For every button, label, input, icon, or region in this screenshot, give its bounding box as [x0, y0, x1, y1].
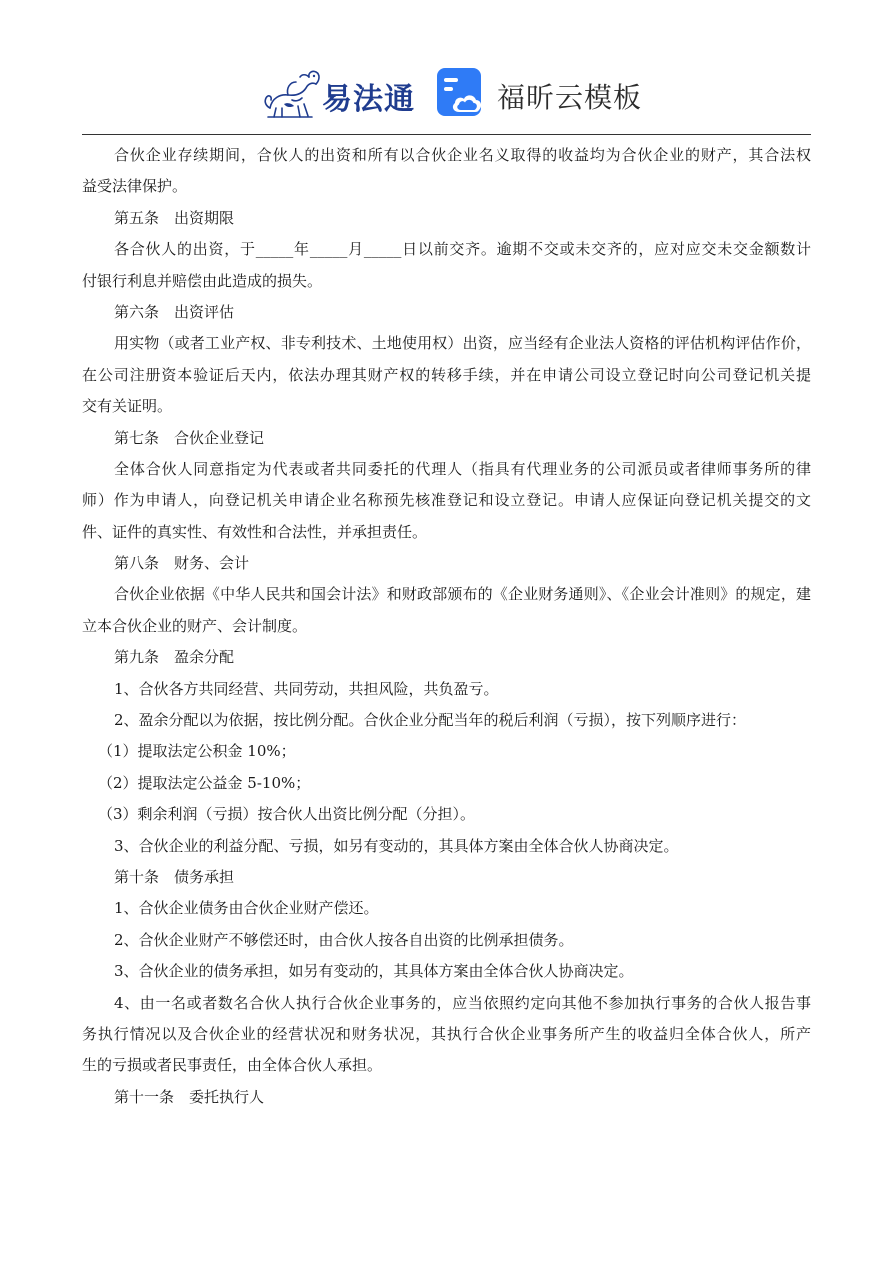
paragraph-line: 交有关证明。 [82, 397, 173, 416]
list-item: 2、合伙企业财产不够偿还时，由合伙人按各自出资的比例承担债务。 [114, 930, 574, 949]
article-6-heading: 第六条 出资评估 [114, 302, 235, 321]
paragraph-line: 合伙企业依据《中华人民共和国会计法》和财政部颁布的《企业财务通则》、《企业会计准则》的规定，建 [114, 585, 811, 604]
article-8-heading: 第八条 财务、会计 [114, 554, 250, 573]
article-11-heading: 第十一条 委托执行人 [114, 1087, 265, 1106]
sub-list-item: （2）提取法定公益金 5-10%； [98, 773, 311, 792]
paragraph-line: 师）作为申请人，向登记机关申请企业名称预先核准登记和设立登记。申请人应保证向登记机关提交的文 [82, 491, 811, 510]
page-header [0, 58, 893, 124]
paragraph-line: 生的亏损或者民事责任，由全体合伙人承担。 [82, 1056, 383, 1075]
article-5-heading: 第五条 出资期限 [114, 208, 235, 227]
list-item: 3、合伙企业的利益分配、亏损，如另有变动的，其具体方案由全体合伙人协商决定。 [114, 836, 679, 855]
paragraph-line: 件、证件的真实性、有效性和合法性，并承担责任。 [82, 522, 428, 541]
yifatong-logo [262, 64, 422, 120]
paragraph-line: 立本合伙企业的财产、会计制度。 [82, 616, 308, 635]
fuxin-cloud-template-logo [435, 66, 645, 120]
article-7-heading: 第七条 合伙企业登记 [114, 428, 265, 447]
list-item: 1、合伙各方共同经营、共同劳动，共担风险，共负盈亏。 [114, 679, 499, 698]
paragraph-line: 全体合伙人同意指定为代表或者共同委托的代理人（指具有代理业务的公司派员或者律师事务所的律 [114, 459, 811, 478]
paragraph-line: 付银行利息并赔偿由此造成的损失。 [82, 271, 323, 290]
list-item: 1、合伙企业债务由合伙企业财产偿还。 [114, 899, 379, 918]
article-10-heading: 第十条 债务承担 [114, 867, 235, 886]
cloud-document-icon [435, 66, 487, 118]
sub-list-item: （3）剩余利润（亏损）按合伙人出资比例分配（分担）。 [98, 805, 476, 824]
sub-list-item: （1）提取法定公积金 10%； [98, 742, 296, 761]
document-body [82, 140, 811, 1113]
paragraph-line: 益受法律保护。 [82, 177, 188, 196]
paragraph-line: 各合伙人的出资，于_____年_____月_____日以前交齐。逾期不交或未交齐的，应对应交未交金额数计 [114, 240, 811, 259]
header-divider [82, 134, 811, 135]
article-9-heading: 第九条 盈余分配 [114, 648, 235, 667]
paragraph-line: 在公司注册资本验证后天内，依法办理其财产权的转移手续，并在申请公司设立登记时向公司登记机关提 [82, 365, 811, 384]
yifatong-logo-text: 易法通 [322, 82, 415, 117]
list-item: 3、合伙企业的债务承担，如另有变动的，其具体方案由全体合伙人协商决定。 [114, 962, 634, 981]
paragraph-line: 用实物（或者工业产权、非专利技术、土地使用权）出资，应当经有企业法人资格的评估机构评估作价， [114, 334, 811, 353]
list-item: 4、由一名或者数名合伙人执行合伙企业事务的，应当依照约定向其他不参加执行事务的合伙人报告事 [114, 993, 811, 1012]
list-item: 2、盈余分配以为依据，按比例分配。合伙企业分配当年的税后利润（亏损），按下列顺序进行： [114, 711, 747, 730]
paragraph-line: 务执行情况以及合伙企业的经营状况和财务状况，其执行合伙企业事务所产生的收益归全体合伙人，所产 [82, 1024, 811, 1043]
qilin-mascot-icon [262, 64, 324, 120]
fuxin-logo-text: 福昕云模板 [497, 81, 643, 114]
paragraph-line: 合伙企业存续期间，合伙人的出资和所有以合伙企业名义取得的收益均为合伙企业的财产，其合法权 [114, 146, 811, 164]
